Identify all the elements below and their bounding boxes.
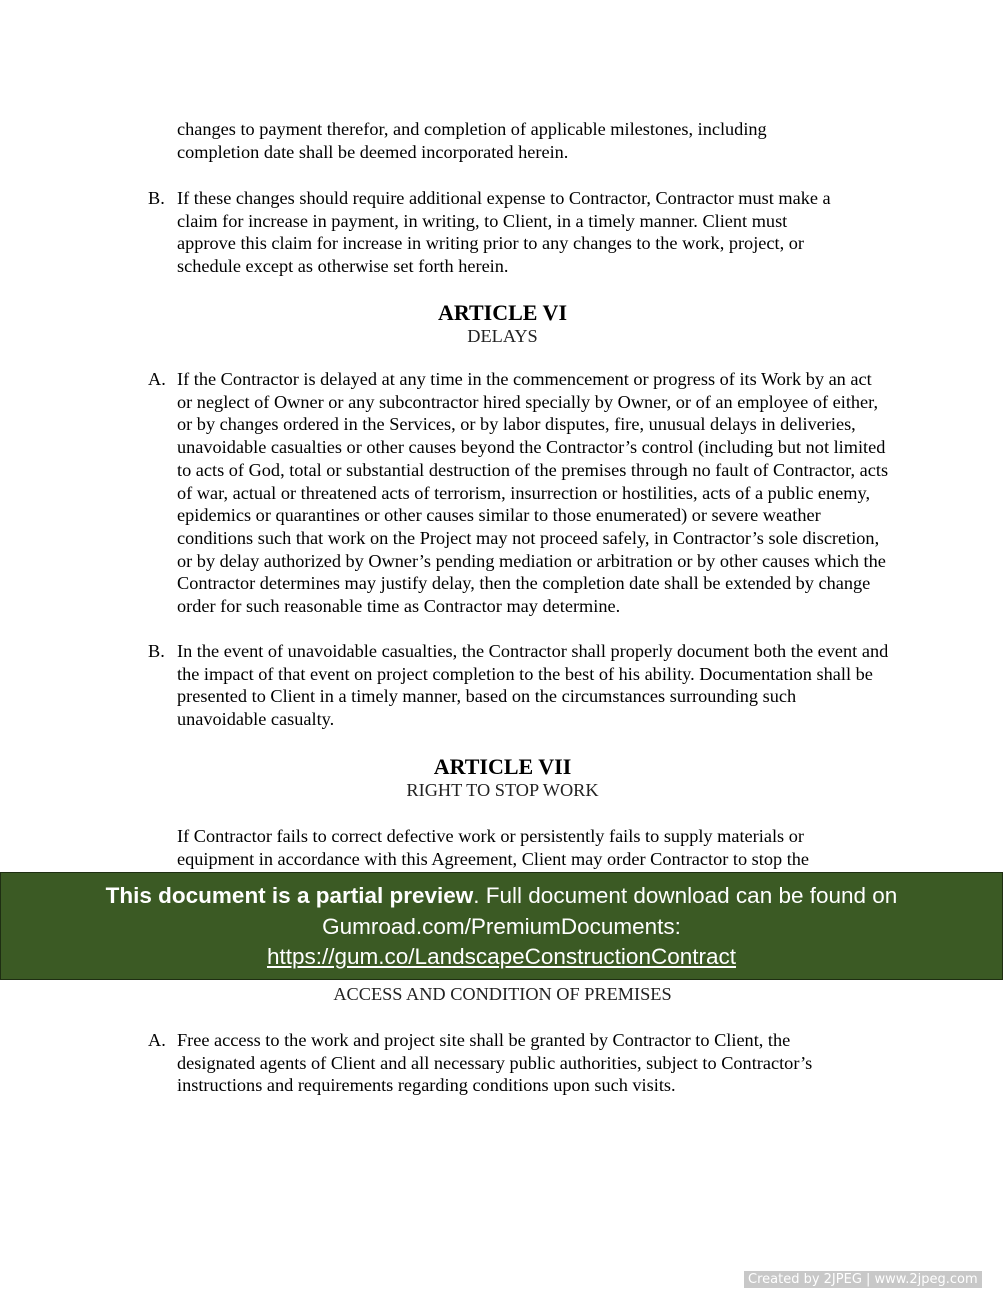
text-line: conditions such that work on the Project may not proceed safely, in Contractor’s sole discretion, xyxy=(177,527,880,548)
text-line: Contractor determines may justify delay, then the completion date shall be extended by change xyxy=(177,573,871,594)
text-line: to acts of God, total or substantial destruction of the premises through no fault of Contractor, acts xyxy=(177,459,889,480)
text-line: epidemics or quarantines or other causes similar to those enumerated) or severe weather xyxy=(177,505,821,526)
text-line: equipment in accordance with this Agreement, Client may order Contractor to stop the xyxy=(177,848,810,869)
text-line: order for such reasonable time as Contractor may determine. xyxy=(177,596,621,616)
text-line: approve this claim for increase in writing prior to any changes to the work, project, or xyxy=(177,233,804,254)
article6-title: ARTICLE VI xyxy=(437,300,568,325)
text-line: If the Contractor is delayed at any time in the commencement or progress of its Work by an act xyxy=(177,369,872,389)
text-line: unavoidable casualties or other causes beyond the Contractor’s control (including but not limited xyxy=(177,437,886,458)
text-line: presented to Client in a timely manner, based on the circumstances surrounding such xyxy=(177,686,797,707)
text-line: or by delay authorized by Owner’s pending mediation or arbitration or by other causes which the xyxy=(177,550,886,571)
article7-subtitle: RIGHT TO STOP WORK xyxy=(406,780,599,800)
banner-text: . Full document download can be found on xyxy=(473,883,898,908)
text-line: claim for increase in payment, in writing, to Client, in a timely manner. Client must xyxy=(177,210,788,231)
text-line: completion date shall be deemed incorporated herein. xyxy=(177,141,569,162)
text-line: If these changes should require additional expense to Contractor, Contractor must make a xyxy=(177,188,831,208)
download-link[interactable]: https://gum.co/LandscapeConstructionContract xyxy=(266,944,736,969)
clause-label: A. xyxy=(148,369,166,389)
text-line: designated agents of Client and all necessary public authorities, subject to Contractor’s xyxy=(177,1052,813,1073)
article6-subtitle: DELAYS xyxy=(467,326,538,346)
clause-label: B. xyxy=(148,641,165,661)
article8-subtitle: ACCESS AND CONDITION OF PREMISES xyxy=(333,984,672,1004)
clause-label: B. xyxy=(148,188,165,208)
text-line: schedule except as otherwise set forth herein. xyxy=(177,256,509,277)
text-line: If Contractor fails to correct defective work or persistently fails to supply materials or xyxy=(177,826,804,846)
text-line: or by changes ordered in the Services, or by labor disputes, fire, unusual delays in deliveries, xyxy=(177,414,856,435)
article7-title: ARTICLE VII xyxy=(433,754,572,779)
banner-text: Gumroad.com/PremiumDocuments: xyxy=(322,913,681,939)
clause-label: A. xyxy=(148,1030,166,1050)
text-line: unavoidable casualty. xyxy=(177,709,335,730)
text-line: changes to payment therefor, and completion of applicable milestones, including xyxy=(177,119,767,139)
preview-banner xyxy=(0,872,1003,980)
text-line: of war, actual or threatened acts of terrorism, insurrection or hostilities, acts of a public enemy, xyxy=(177,482,871,503)
text-line: Free access to the work and project site shall be granted by Contractor to Client, the xyxy=(177,1030,791,1050)
text-line: instructions and requirements regarding conditions upon such visits. xyxy=(177,1075,676,1096)
text-line: the impact of that event on project completion to the best of his ability. Documentation shall be xyxy=(177,663,873,684)
text-line: In the event of unavoidable casualties, the Contractor shall properly document both the event and xyxy=(177,641,889,661)
banner-bold-text: This document is a partial preview xyxy=(105,883,474,908)
watermark: Created by 2JPEG | www.2jpeg.com xyxy=(744,1271,982,1288)
text-line: or neglect of Owner or any subcontractor hired specially by Owner, or of an employee of either, xyxy=(177,391,879,412)
